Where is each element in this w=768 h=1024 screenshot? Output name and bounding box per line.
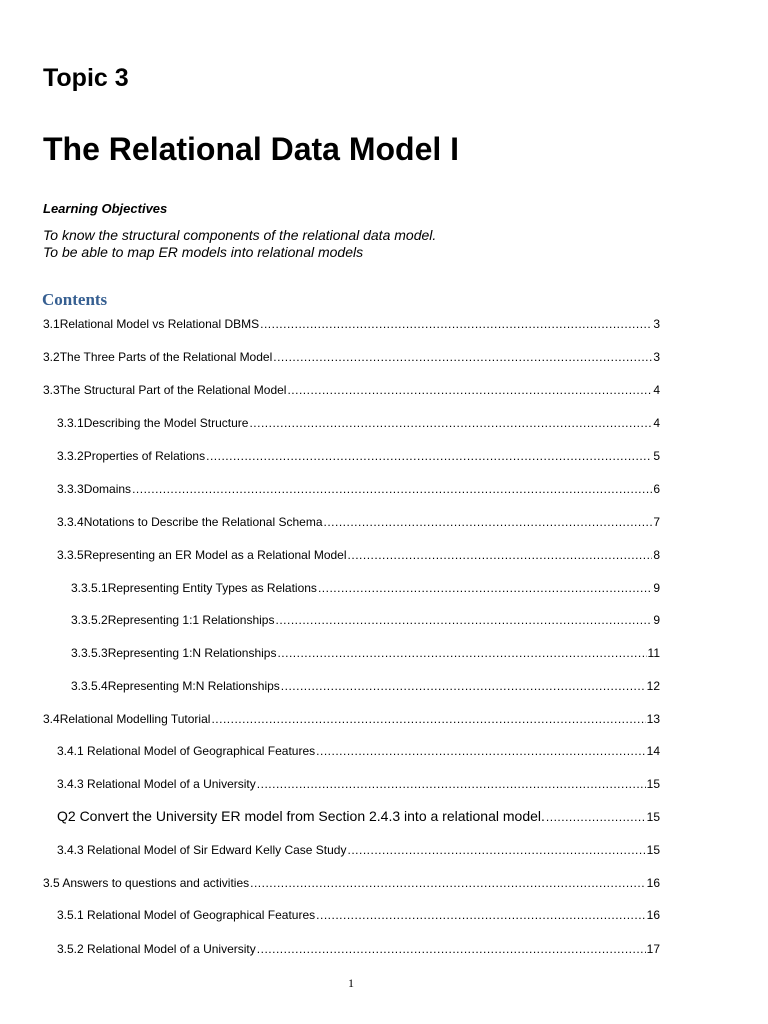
toc-entry[interactable]: [57, 777, 660, 791]
toc-entry-page: 3: [653, 317, 660, 331]
toc-entry-number: 3.3.5.3: [71, 646, 108, 660]
toc-entry-title: 3.4.3 Relational Model of a University: [57, 777, 256, 791]
toc-entry[interactable]: [71, 613, 660, 627]
toc-leader-dots: [324, 515, 653, 529]
toc-entry-number: 3.3.1: [57, 416, 84, 430]
toc-entry[interactable]: [71, 581, 660, 595]
toc-entry-page: 8: [653, 548, 660, 562]
toc-entry[interactable]: [43, 350, 660, 364]
toc-leader-dots: [287, 383, 652, 397]
objective-item: To be able to map ER models into relational models: [43, 244, 364, 260]
toc-entry-page: 16: [646, 908, 660, 922]
topic-label: Topic 3: [43, 64, 129, 92]
toc-leader-dots: [281, 679, 646, 693]
toc-entry-page: 15: [646, 843, 660, 857]
toc-entry-number: 3.3.3: [57, 482, 84, 496]
toc-entry-title: 3.4.1 Relational Model of Geographical Features: [57, 744, 316, 758]
toc-entry-title: Q2 Convert the University ER model from Section 2.4.3 into a relational model.: [57, 808, 545, 824]
toc-entry[interactable]: [43, 317, 660, 331]
toc-leader-dots: [347, 843, 645, 857]
toc-entry-title: 3.5.1 Relational Model of Geographical Features: [57, 908, 316, 922]
toc-entry[interactable]: [43, 876, 660, 890]
toc-entry-number: 3.3.2: [57, 449, 84, 463]
toc-entry-title: Notations to Describe the Relational Schema: [83, 515, 323, 529]
toc-entry-page: 9: [653, 581, 660, 595]
toc-entry-title: Relational Modelling Tutorial: [59, 712, 211, 726]
toc-leader-dots: [316, 744, 645, 758]
toc-entry-page: 4: [653, 416, 660, 430]
toc-entry[interactable]: [71, 679, 660, 693]
toc-entry[interactable]: [57, 548, 660, 562]
toc-entry-number: 3.2: [43, 350, 60, 364]
toc-entry[interactable]: [57, 744, 660, 758]
toc-entry-number: 3.3.5.1: [71, 581, 108, 595]
learning-objectives-list: [43, 227, 436, 261]
toc-entry-page: 13: [646, 712, 660, 726]
toc-leader-dots: [206, 449, 652, 463]
toc-entry-page: 12: [646, 679, 660, 693]
toc-leader-dots: [348, 548, 653, 562]
toc-entry-title: The Three Parts of the Relational Model: [59, 350, 273, 364]
toc-entry-page: 4: [653, 383, 660, 397]
toc-entry[interactable]: [57, 482, 660, 496]
toc-entry-page: 16: [646, 876, 660, 890]
toc-entry-title: Properties of Relations: [83, 449, 206, 463]
toc-entry-title: Relational Model vs Relational DBMS: [59, 317, 260, 331]
toc-entry-page: 15: [646, 777, 660, 791]
toc-entry-page: 6: [653, 482, 660, 496]
toc-entry[interactable]: [57, 515, 660, 529]
toc-entry-page: 17: [646, 942, 660, 956]
toc-leader-dots: [318, 581, 652, 595]
toc-entry-title: Representing Entity Types as Relations: [107, 581, 317, 595]
toc-entry-number: 3.3: [43, 383, 60, 397]
toc-entry-title: Describing the Model Structure: [83, 416, 249, 430]
toc-entry-page: 11: [647, 646, 660, 660]
toc-leader-dots: [211, 712, 645, 726]
toc-entry-page: 15: [646, 810, 660, 824]
toc-leader-dots: [277, 646, 646, 660]
toc-entry-title: Representing M:N Relationships: [107, 679, 280, 693]
toc-leader-dots: [249, 416, 652, 430]
objective-item: To know the structural components of the relational data model.: [43, 227, 437, 243]
toc-entry-title: 3.5 Answers to questions and activities: [43, 876, 250, 890]
toc-entry[interactable]: [57, 843, 660, 857]
toc-entry-page: 9: [653, 613, 660, 627]
toc-entry-title: 3.4.3 Relational Model of Sir Edward Kelly Case Study: [57, 843, 347, 857]
toc-entry-number: 3.3.5.4: [71, 679, 108, 693]
toc-entry-title: Domains: [83, 482, 132, 496]
toc-entry-title: The Structural Part of the Relational Model: [59, 383, 287, 397]
toc-leader-dots: [273, 350, 652, 364]
toc-leader-dots: [275, 613, 652, 627]
toc-entry[interactable]: [57, 449, 660, 463]
contents-heading: Contents: [42, 290, 108, 309]
toc-entry-number: 3.3.5.2: [71, 613, 108, 627]
toc-entry[interactable]: [71, 646, 660, 660]
toc-entry[interactable]: [57, 908, 660, 922]
toc-entry[interactable]: [43, 383, 660, 397]
toc-entry-title: 3.5.2 Relational Model of a University: [57, 942, 256, 956]
toc-entry-number: 3.4: [43, 712, 60, 726]
learning-objectives-heading: Learning Objectives: [43, 201, 168, 216]
toc-leader-dots: [257, 942, 646, 956]
toc-entry-page: 7: [653, 515, 660, 529]
toc-entry[interactable]: [57, 416, 660, 430]
toc-entry[interactable]: [57, 808, 660, 824]
page-number: 1: [348, 976, 354, 990]
toc-leader-dots: [132, 482, 652, 496]
toc-entry-page: 3: [653, 350, 660, 364]
toc-entry-number: 3.1: [43, 317, 60, 331]
toc-entry-number: 3.3.4: [57, 515, 84, 529]
toc-entry-page: 14: [646, 744, 660, 758]
toc-entry[interactable]: [43, 712, 660, 726]
toc-entry-title: Representing an ER Model as a Relational Model: [83, 548, 347, 562]
toc-leader-dots: [316, 908, 645, 922]
toc-entry-number: 3.3.5: [57, 548, 84, 562]
document-title: The Relational Data Model I: [43, 131, 460, 167]
toc-entry-page: 5: [653, 449, 660, 463]
toc-entry-title: Representing 1:1 Relationships: [107, 613, 275, 627]
toc-leader-dots: [257, 777, 646, 791]
toc-leader-dots: [250, 876, 646, 890]
toc-leader-dots: [260, 317, 652, 331]
toc-leader-dots: [546, 810, 646, 824]
toc-entry[interactable]: [57, 942, 660, 956]
toc-entry-title: Representing 1:N Relationships: [107, 646, 277, 660]
